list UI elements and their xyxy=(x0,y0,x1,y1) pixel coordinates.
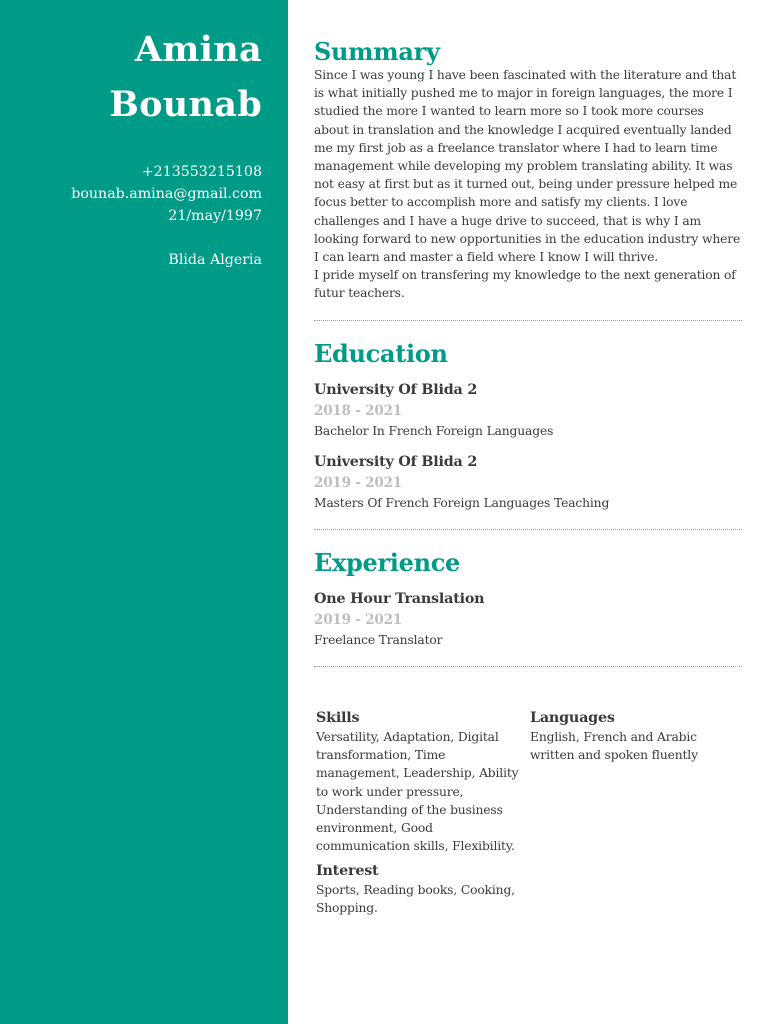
education-entry xyxy=(314,380,742,440)
languages-section xyxy=(530,708,742,764)
summary-paragraph: I pride myself on transfering my knowledge to the next generation of futur teachers. xyxy=(314,268,736,301)
email-address: bounab.amina@gmail.com xyxy=(71,186,262,202)
summary-heading: Summary xyxy=(314,37,440,66)
date-range: 2019 - 2021 xyxy=(314,612,402,628)
phone-number: +213553215108 xyxy=(141,164,262,180)
interest-text: Sports, Reading books, Cooking, Shopping. xyxy=(316,883,515,916)
education-entry xyxy=(314,452,742,512)
institution-name: University Of Blida 2 xyxy=(314,382,478,398)
birth-date: 21/may/1997 xyxy=(168,208,262,224)
company-name: One Hour Translation xyxy=(314,591,485,607)
interest-section xyxy=(316,861,516,917)
contact-info xyxy=(71,161,262,271)
languages-text: English, French and Arabic written and spoken fluently xyxy=(530,730,698,763)
degree-title: Bachelor In French Foreign Languages xyxy=(314,424,554,438)
summary-paragraph: Since I was young I have been fascinated with the literature and that is what initially pushed me to major in foreign languages, the more I studied the more I wanted to learn more so I took more courses about in translation and the knowledge I acquired eventually landed me my first job as a freelance translator where I had to learn time management while developing my problem translating ability. It was not easy at first but as it turned out, being under pressure helped me focus better to accomplish more and satisfy my clients. I love challenges and I have a huge drive to succeed, that is why I am looking forward to new opportunities in the education industry where I can learn and master a field where I know I will thrive. xyxy=(314,68,741,265)
section-divider xyxy=(314,529,742,530)
date-range: 2019 - 2021 xyxy=(314,475,402,491)
last-name: Bounab xyxy=(109,84,262,125)
interest-heading: Interest xyxy=(316,863,379,879)
institution-name: University Of Blida 2 xyxy=(314,454,478,470)
first-name: Amina xyxy=(134,29,262,70)
location: Blida Algeria xyxy=(168,252,262,268)
skills-text: Versatility, Adaptation, Digital transformation, Time management, Leadership, Ability to work under pressure, Understanding of the business environment, Good communication skills, Flexibility. xyxy=(316,730,519,854)
experience-heading: Experience xyxy=(314,548,461,577)
summary-text xyxy=(314,66,742,303)
job-title: Freelance Translator xyxy=(314,633,443,647)
section-divider xyxy=(314,666,742,667)
degree-title: Masters Of French Foreign Languages Teaching xyxy=(314,496,610,510)
section-divider xyxy=(314,320,742,321)
skills-heading: Skills xyxy=(316,710,360,726)
date-range: 2018 - 2021 xyxy=(314,403,402,419)
sidebar xyxy=(0,0,288,1024)
education-heading: Education xyxy=(314,339,448,368)
languages-heading: Languages xyxy=(530,710,615,726)
candidate-name xyxy=(109,22,262,132)
experience-entry xyxy=(314,589,742,649)
skills-section xyxy=(316,708,526,855)
